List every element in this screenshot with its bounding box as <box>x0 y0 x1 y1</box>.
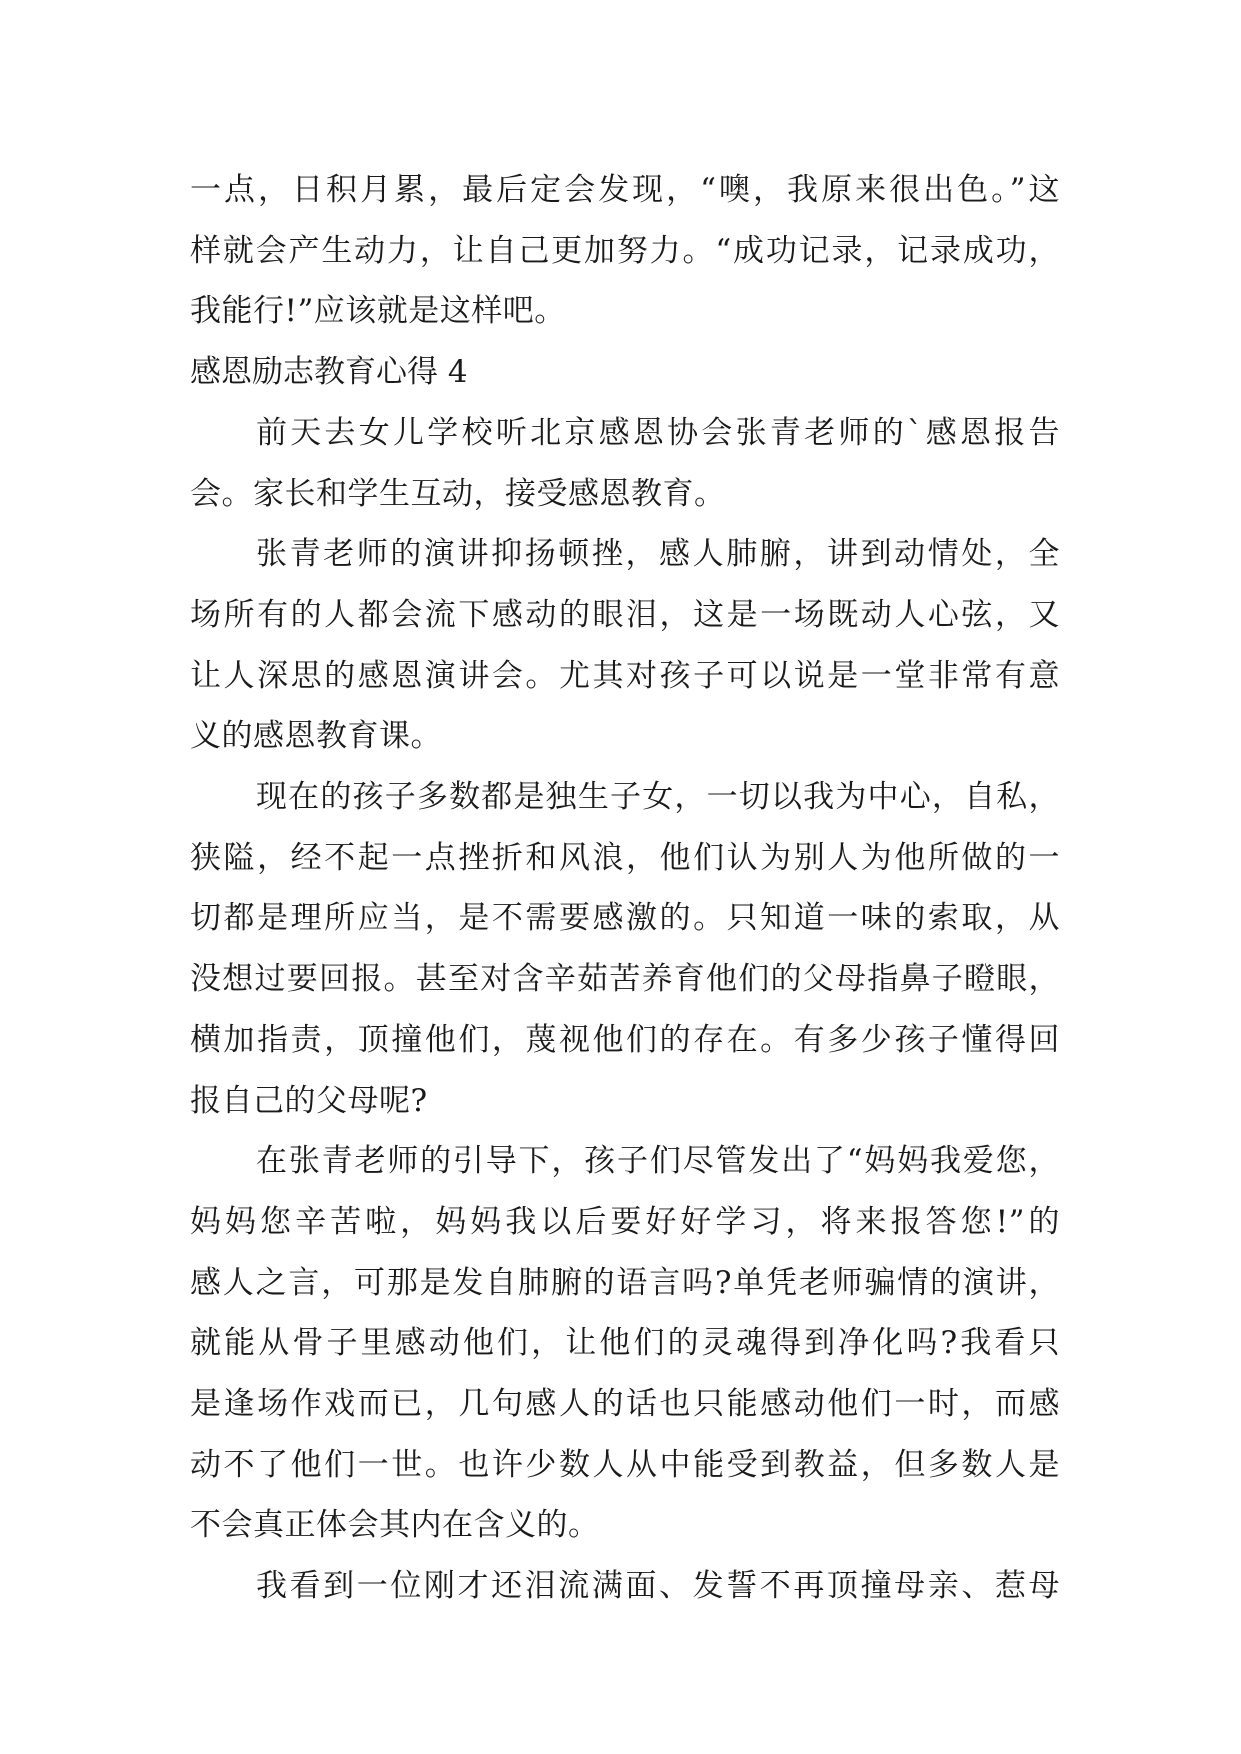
text-line: 报自己的父母呢? <box>190 1082 428 1119</box>
text-line: 样就会产生动力，让自己更加努力。“成功记录，记录成功， <box>190 232 1060 269</box>
text-line: 狭隘，经不起一点挫折和风浪，他们认为别人为他所做的一 <box>190 839 1060 876</box>
paragraph-intro <box>190 160 1060 342</box>
text-line: 妈妈您辛苦啦，妈妈我以后要好好学习，将来报答您!”的 <box>190 1203 1060 1240</box>
text-line: 张青老师的演讲抑扬顿挫，感人肺腑，讲到动情处，全 <box>256 536 1060 573</box>
paragraph <box>190 1131 1060 1556</box>
text-line: 让人深思的感恩演讲会。尤其对孩子可以说是一堂非常有意 <box>190 657 1060 694</box>
text-line: 前天去女儿学校听北京感恩协会张青老师的`感恩报告 <box>256 414 1060 451</box>
text-line: 一点，日积月累，最后定会发现，“噢，我原来很出色。”这 <box>190 172 1060 208</box>
text-line: 动不了他们一世。也许少数人从中能受到教益，但多数人是 <box>190 1446 1060 1483</box>
paragraph <box>190 767 1060 1131</box>
text-line: 在张青老师的引导下，孩子们尽管发出了“妈妈我爱您， <box>256 1143 1060 1180</box>
paragraph <box>190 1556 1060 1617</box>
text-line: 场所有的人都会流下感动的眼泪，这是一场既动人心弦，又 <box>190 596 1060 633</box>
text-line: 义的感恩教育课。 <box>190 718 442 755</box>
text-line: 就能从骨子里感动他们，让他们的灵魂得到净化吗?我看只 <box>190 1325 1060 1362</box>
paragraph <box>190 524 1060 767</box>
text-line: 没想过要回报。甚至对含辛茹苦养育他们的父母指鼻子瞪眼， <box>190 961 1060 998</box>
paragraph <box>190 403 1060 524</box>
text-line: 现在的孩子多数都是独生子女，一切以我为中心，自私， <box>256 779 1060 816</box>
text-line: 会。家长和学生互动，接受感恩教育。 <box>190 475 726 512</box>
text-line: 是逢场作戏而已，几句感人的话也只能感动他们一时，而感 <box>190 1386 1060 1423</box>
text-line: 横加指责，顶撞他们，蔑视他们的存在。有多少孩子懂得回 <box>190 1021 1060 1058</box>
text-line: 切都是理所应当，是不需要感激的。只知道一味的索取，从 <box>190 900 1060 937</box>
text-line: 感人之言，可那是发自肺腑的语言吗?单凭老师骗情的演讲， <box>190 1264 1060 1301</box>
section-heading: 感恩励志教育心得 4 <box>190 354 468 391</box>
text-line: 我能行!”应该就是这样吧。 <box>190 293 566 330</box>
text-line: 不会真正体会其内在含义的。 <box>190 1507 600 1544</box>
document-body <box>190 160 1060 1617</box>
text-line: 我看到一位刚才还泪流满面、发誓不再顶撞母亲、惹母 <box>256 1568 1060 1605</box>
